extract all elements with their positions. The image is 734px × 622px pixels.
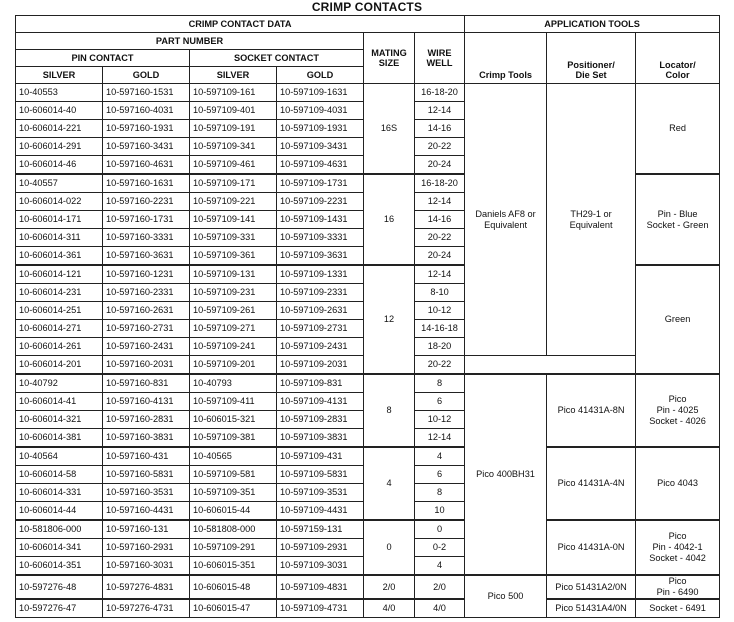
table-body [16,84,720,618]
mating-size-cell: 16S [364,84,415,175]
socket-silver-cell: 10-597109-271 [190,320,277,338]
socket-gold-cell: 10-597109-3331 [277,229,364,247]
socket-silver-cell: 10-597109-141 [190,211,277,229]
socket-silver-cell: 10-40793 [190,374,277,393]
locator-line2: Color [665,70,690,80]
positioner-51431a4 [547,599,636,618]
locator-blue-green [636,174,720,265]
pin-silver-cell: 10-606014-291 [16,138,103,156]
wire-well-cell: 10 [415,502,465,521]
positioner-41431a-8n-line-1: Pico 41431A-8N [557,405,625,415]
positioner-51431a4-line-1: Pico 51431A4/0N [555,603,627,613]
pin-silver-cell: 10-606014-351 [16,557,103,576]
mating-size-cell: 2/0 [364,575,415,599]
pin-gold-cell: 10-597160-3431 [103,138,190,156]
pin-gold-cell: 10-597160-2231 [103,193,190,211]
pin-silver-cell: 10-581806-000 [16,520,103,539]
crimp-tool-pico500 [465,575,547,618]
page-title: CRIMP CONTACTS [311,0,423,14]
wire-well-cell: 20-22 [415,229,465,247]
mating-size-cell: 4 [364,447,415,520]
socket-gold-header: GOLD [277,67,364,84]
pin-gold-cell: 10-597160-5831 [103,466,190,484]
socket-gold-cell: 10-597109-2331 [277,284,364,302]
pin-gold-cell: 10-597160-431 [103,447,190,466]
table-row [16,374,720,393]
locator-pico-4043 [636,447,720,520]
pin-gold-cell: 10-597160-3831 [103,429,190,448]
pin-silver-cell: 10-606014-58 [16,466,103,484]
socket-gold-cell: 10-597159-131 [277,520,364,539]
wire-well-line1: WIRE [427,48,452,58]
socket-silver-cell: 10-597109-241 [190,338,277,356]
socket-gold-cell: 10-597109-4631 [277,156,364,175]
socket-silver-cell: 10-581808-000 [190,520,277,539]
positioner-line1: Positioner/ [567,60,615,70]
pin-silver-header: SILVER [16,67,103,84]
socket-gold-cell: 10-597109-2231 [277,193,364,211]
mating-size-line1: MATING [371,48,407,58]
table-row [16,575,720,599]
wire-well-cell: 20-24 [415,156,465,175]
socket-gold-cell: 10-597109-2831 [277,411,364,429]
wire-well-header [415,33,465,84]
pin-gold-cell: 10-597160-1931 [103,120,190,138]
positioner-th29-line-2: Equivalent [569,219,613,230]
socket-gold-cell: 10-597109-3031 [277,557,364,576]
wire-well-cell: 10-12 [415,411,465,429]
locator-pico-4025-line-3: Socket - 4026 [649,416,706,426]
socket-gold-cell: 10-597109-4831 [277,575,364,599]
socket-silver-cell: 10-597109-161 [190,84,277,102]
application-tools-header: APPLICATION TOOLS [465,16,720,33]
locator-socket-6491-line-1: Socket - 6491 [649,603,706,613]
wire-well-cell: 2/0 [415,575,465,599]
socket-silver-cell: 10-597109-291 [190,539,277,557]
wire-well-cell: 20-22 [415,356,465,375]
socket-silver-cell: 10-597109-341 [190,138,277,156]
positioner-41431a-0n-line-1: Pico 41431A-0N [557,542,625,552]
crimp-tool-daniels-line-1: Daniels AF8 or [475,208,536,219]
pin-gold-cell: 10-597160-3331 [103,229,190,247]
pin-gold-cell: 10-597160-3031 [103,557,190,576]
pin-gold-cell: 10-597160-1731 [103,211,190,229]
mating-size-cell: 4/0 [364,599,415,618]
wire-well-cell: 12-14 [415,429,465,448]
socket-gold-cell: 10-597109-1331 [277,265,364,284]
pin-gold-cell: 10-597160-1631 [103,174,190,193]
crimp-tools-header: Crimp Tools [465,33,547,84]
pin-gold-cell: 10-597160-2631 [103,302,190,320]
pin-gold-cell: 10-597160-1231 [103,265,190,284]
pin-silver-cell: 10-606014-41 [16,393,103,411]
crimp-tool-pico500-line-1: Pico 500 [487,591,524,601]
pin-silver-cell: 10-40557 [16,174,103,193]
table-row [16,520,720,539]
locator-red [636,84,720,175]
pin-silver-cell: 10-606014-271 [16,320,103,338]
pin-gold-cell: 10-597160-1531 [103,84,190,102]
pin-gold-cell: 10-597160-831 [103,374,190,393]
socket-gold-cell: 10-597109-1631 [277,84,364,102]
socket-gold-cell: 10-597109-3831 [277,429,364,448]
socket-silver-cell: 10-597109-231 [190,284,277,302]
locator-pico-6490-line-2: Pin - 6490 [656,587,699,597]
crimp-tool-daniels-line-2: Equivalent [484,219,527,230]
mating-size-line2: SIZE [378,58,400,68]
pin-silver-cell: 10-606014-171 [16,211,103,229]
socket-contact-header: SOCKET CONTACT [190,50,364,67]
wire-well-cell: 4/0 [415,599,465,618]
pin-gold-cell: 10-597160-2031 [103,356,190,375]
socket-silver-cell: 10-606015-48 [190,575,277,599]
positioner-41431a-4n [547,447,636,520]
pin-silver-cell: 10-606014-201 [16,356,103,375]
mating-size-cell: 8 [364,374,415,447]
socket-silver-cell: 10-597109-191 [190,120,277,138]
socket-silver-cell: 10-597109-401 [190,102,277,120]
locator-green [636,265,720,374]
socket-gold-cell: 10-597109-5831 [277,466,364,484]
locator-blue-green-line-1: Pin - Blue [657,208,698,219]
socket-gold-cell: 10-597109-2431 [277,338,364,356]
locator-pico-4025-line-2: Pin - 4025 [656,405,699,415]
mating-size-cell: 12 [364,265,415,374]
socket-gold-cell: 10-597109-831 [277,374,364,393]
pin-silver-cell: 10-606014-251 [16,302,103,320]
locator-pico-4025 [636,374,720,447]
pin-silver-cell: 10-606014-311 [16,229,103,247]
pin-silver-cell: 10-40792 [16,374,103,393]
wire-well-cell: 16-18-20 [415,174,465,193]
socket-gold-cell: 10-597109-2631 [277,302,364,320]
mating-size-cell: 0 [364,520,415,575]
locator-line1: Locator/ [659,60,696,70]
socket-silver-cell: 10-606015-47 [190,599,277,618]
socket-gold-cell: 10-597109-3631 [277,247,364,266]
positioner-41431a-4n-line-1: Pico 41431A-4N [557,478,625,488]
crimp-contact-data-header: CRIMP CONTACT DATA [16,16,465,33]
pin-silver-cell: 10-606014-231 [16,284,103,302]
locator-pico-4042-line-1: Pico [668,531,687,541]
pin-silver-cell: 10-597276-48 [16,575,103,599]
pin-gold-cell: 10-597160-2931 [103,539,190,557]
socket-silver-cell: 10-597109-171 [190,174,277,193]
pin-silver-cell: 10-606014-331 [16,484,103,502]
positioner-th29-line-1: TH29-1 or [570,208,612,219]
wire-well-cell: 12-14 [415,193,465,211]
socket-gold-cell: 10-597109-1731 [277,174,364,193]
wire-well-cell: 4 [415,447,465,466]
locator-header [636,33,720,84]
pin-gold-cell: 10-597160-3531 [103,484,190,502]
pin-contact-header: PIN CONTACT [16,50,190,67]
pin-gold-cell: 10-597160-2431 [103,338,190,356]
pin-silver-cell: 10-597276-47 [16,599,103,618]
socket-silver-cell: 10-597109-461 [190,156,277,175]
pin-silver-cell: 10-606014-46 [16,156,103,175]
socket-gold-cell: 10-597109-2031 [277,356,364,375]
locator-pico-6490-line-1: Pico [668,576,687,586]
pin-gold-cell: 10-597160-4031 [103,102,190,120]
socket-silver-cell: 10-597109-351 [190,484,277,502]
pin-silver-cell: 10-606014-40 [16,102,103,120]
pin-silver-cell: 10-606014-261 [16,338,103,356]
socket-silver-cell: 10-597109-201 [190,356,277,375]
locator-pico-6490 [636,575,720,599]
wire-well-cell: 0 [415,520,465,539]
pin-silver-cell: 10-40564 [16,447,103,466]
socket-silver-cell: 10-606015-321 [190,411,277,429]
socket-gold-cell: 10-597109-431 [277,447,364,466]
pin-gold-cell: 10-597160-3631 [103,247,190,266]
mating-size-header [364,33,415,84]
socket-silver-cell: 10-597109-361 [190,247,277,266]
wire-well-cell: 14-16 [415,120,465,138]
locator-socket-6491 [636,599,720,618]
socket-gold-cell: 10-597109-4431 [277,502,364,521]
pin-gold-cell: 10-597160-131 [103,520,190,539]
pin-silver-cell: 10-606014-361 [16,247,103,266]
socket-gold-cell: 10-597109-1931 [277,120,364,138]
crimp-tool-daniels [465,84,547,356]
pin-gold-cell: 10-597160-4631 [103,156,190,175]
socket-silver-cell: 10-597109-581 [190,466,277,484]
socket-silver-header: SILVER [190,67,277,84]
wire-well-cell: 10-12 [415,302,465,320]
locator-pico-4042-line-3: Socket - 4042 [649,553,706,563]
part-number-header: PART NUMBER [16,33,364,50]
pin-gold-cell: 10-597160-2831 [103,411,190,429]
positioner-51431a2 [547,575,636,599]
pin-gold-cell: 10-597160-2331 [103,284,190,302]
wire-well-cell: 20-22 [415,138,465,156]
socket-gold-cell: 10-597109-2731 [277,320,364,338]
wire-well-cell: 16-18-20 [415,84,465,102]
locator-red-line-1: Red [669,123,686,133]
locator-pico-4042-line-2: Pin - 4042-1 [652,542,703,552]
pin-silver-cell: 10-606014-221 [16,120,103,138]
locator-pico-4042 [636,520,720,575]
mating-size-cell: 16 [364,174,415,265]
socket-silver-cell: 10-606015-351 [190,557,277,576]
wire-well-cell: 6 [415,393,465,411]
wire-well-cell: 0-2 [415,539,465,557]
pin-gold-cell: 10-597160-4431 [103,502,190,521]
wire-well-cell: 18-20 [415,338,465,356]
positioner-51431a2-line-1: Pico 51431A2/0N [555,581,627,592]
positioner-41431a-8n [547,374,636,447]
locator-green-line-1: Green [664,314,691,324]
wire-well-cell: 8 [415,484,465,502]
wire-well-cell: 12-14 [415,265,465,284]
pin-silver-cell: 10-606014-381 [16,429,103,448]
positioner-th29 [547,84,636,356]
socket-gold-cell: 10-597109-4731 [277,599,364,618]
wire-well-cell: 4 [415,557,465,576]
wire-well-cell: 6 [415,466,465,484]
socket-silver-cell: 10-597109-331 [190,229,277,247]
locator-pico-4043-line-1: Pico 4043 [657,478,698,488]
table-row [16,599,720,618]
locator-pico-4025-line-1: Pico [668,394,687,404]
wire-well-line2: WELL [426,58,453,68]
socket-silver-cell: 10-597109-411 [190,393,277,411]
crimp-tool-pico400 [465,374,547,575]
wire-well-cell: 8-10 [415,284,465,302]
pin-gold-cell: 10-597160-4131 [103,393,190,411]
socket-silver-cell: 10-606015-44 [190,502,277,521]
pin-gold-cell: 10-597276-4831 [103,575,190,599]
positioner-line2: Die Set [575,70,607,80]
pin-silver-cell: 10-606014-121 [16,265,103,284]
socket-gold-cell: 10-597109-1431 [277,211,364,229]
socket-silver-cell: 10-597109-131 [190,265,277,284]
crimp-contacts-table [15,15,720,618]
positioner-header [547,33,636,84]
socket-gold-cell: 10-597109-3431 [277,138,364,156]
socket-gold-cell: 10-597109-2931 [277,539,364,557]
socket-silver-cell: 10-597109-261 [190,302,277,320]
wire-well-cell: 14-16-18 [415,320,465,338]
pin-gold-header: GOLD [103,67,190,84]
wire-well-cell: 8 [415,374,465,393]
wire-well-cell: 14-16 [415,211,465,229]
socket-silver-cell: 10-40565 [190,447,277,466]
pin-gold-cell: 10-597276-4731 [103,599,190,618]
wire-well-cell: 20-24 [415,247,465,266]
table-row [16,84,720,102]
pin-silver-cell: 10-606014-44 [16,502,103,521]
socket-gold-cell: 10-597109-3531 [277,484,364,502]
crimp-tool-pico400-line-1: Pico 400BH31 [476,469,535,479]
socket-gold-cell: 10-597109-4131 [277,393,364,411]
socket-silver-cell: 10-597109-381 [190,429,277,448]
pin-gold-cell: 10-597160-2731 [103,320,190,338]
positioner-41431a-0n [547,520,636,575]
pin-silver-cell: 10-40553 [16,84,103,102]
socket-gold-cell: 10-597109-4031 [277,102,364,120]
pin-silver-cell: 10-606014-321 [16,411,103,429]
wire-well-cell: 12-14 [415,102,465,120]
pin-silver-cell: 10-606014-022 [16,193,103,211]
pin-silver-cell: 10-606014-341 [16,539,103,557]
table-row [16,447,720,466]
locator-blue-green-line-2: Socket - Green [646,219,709,230]
socket-silver-cell: 10-597109-221 [190,193,277,211]
